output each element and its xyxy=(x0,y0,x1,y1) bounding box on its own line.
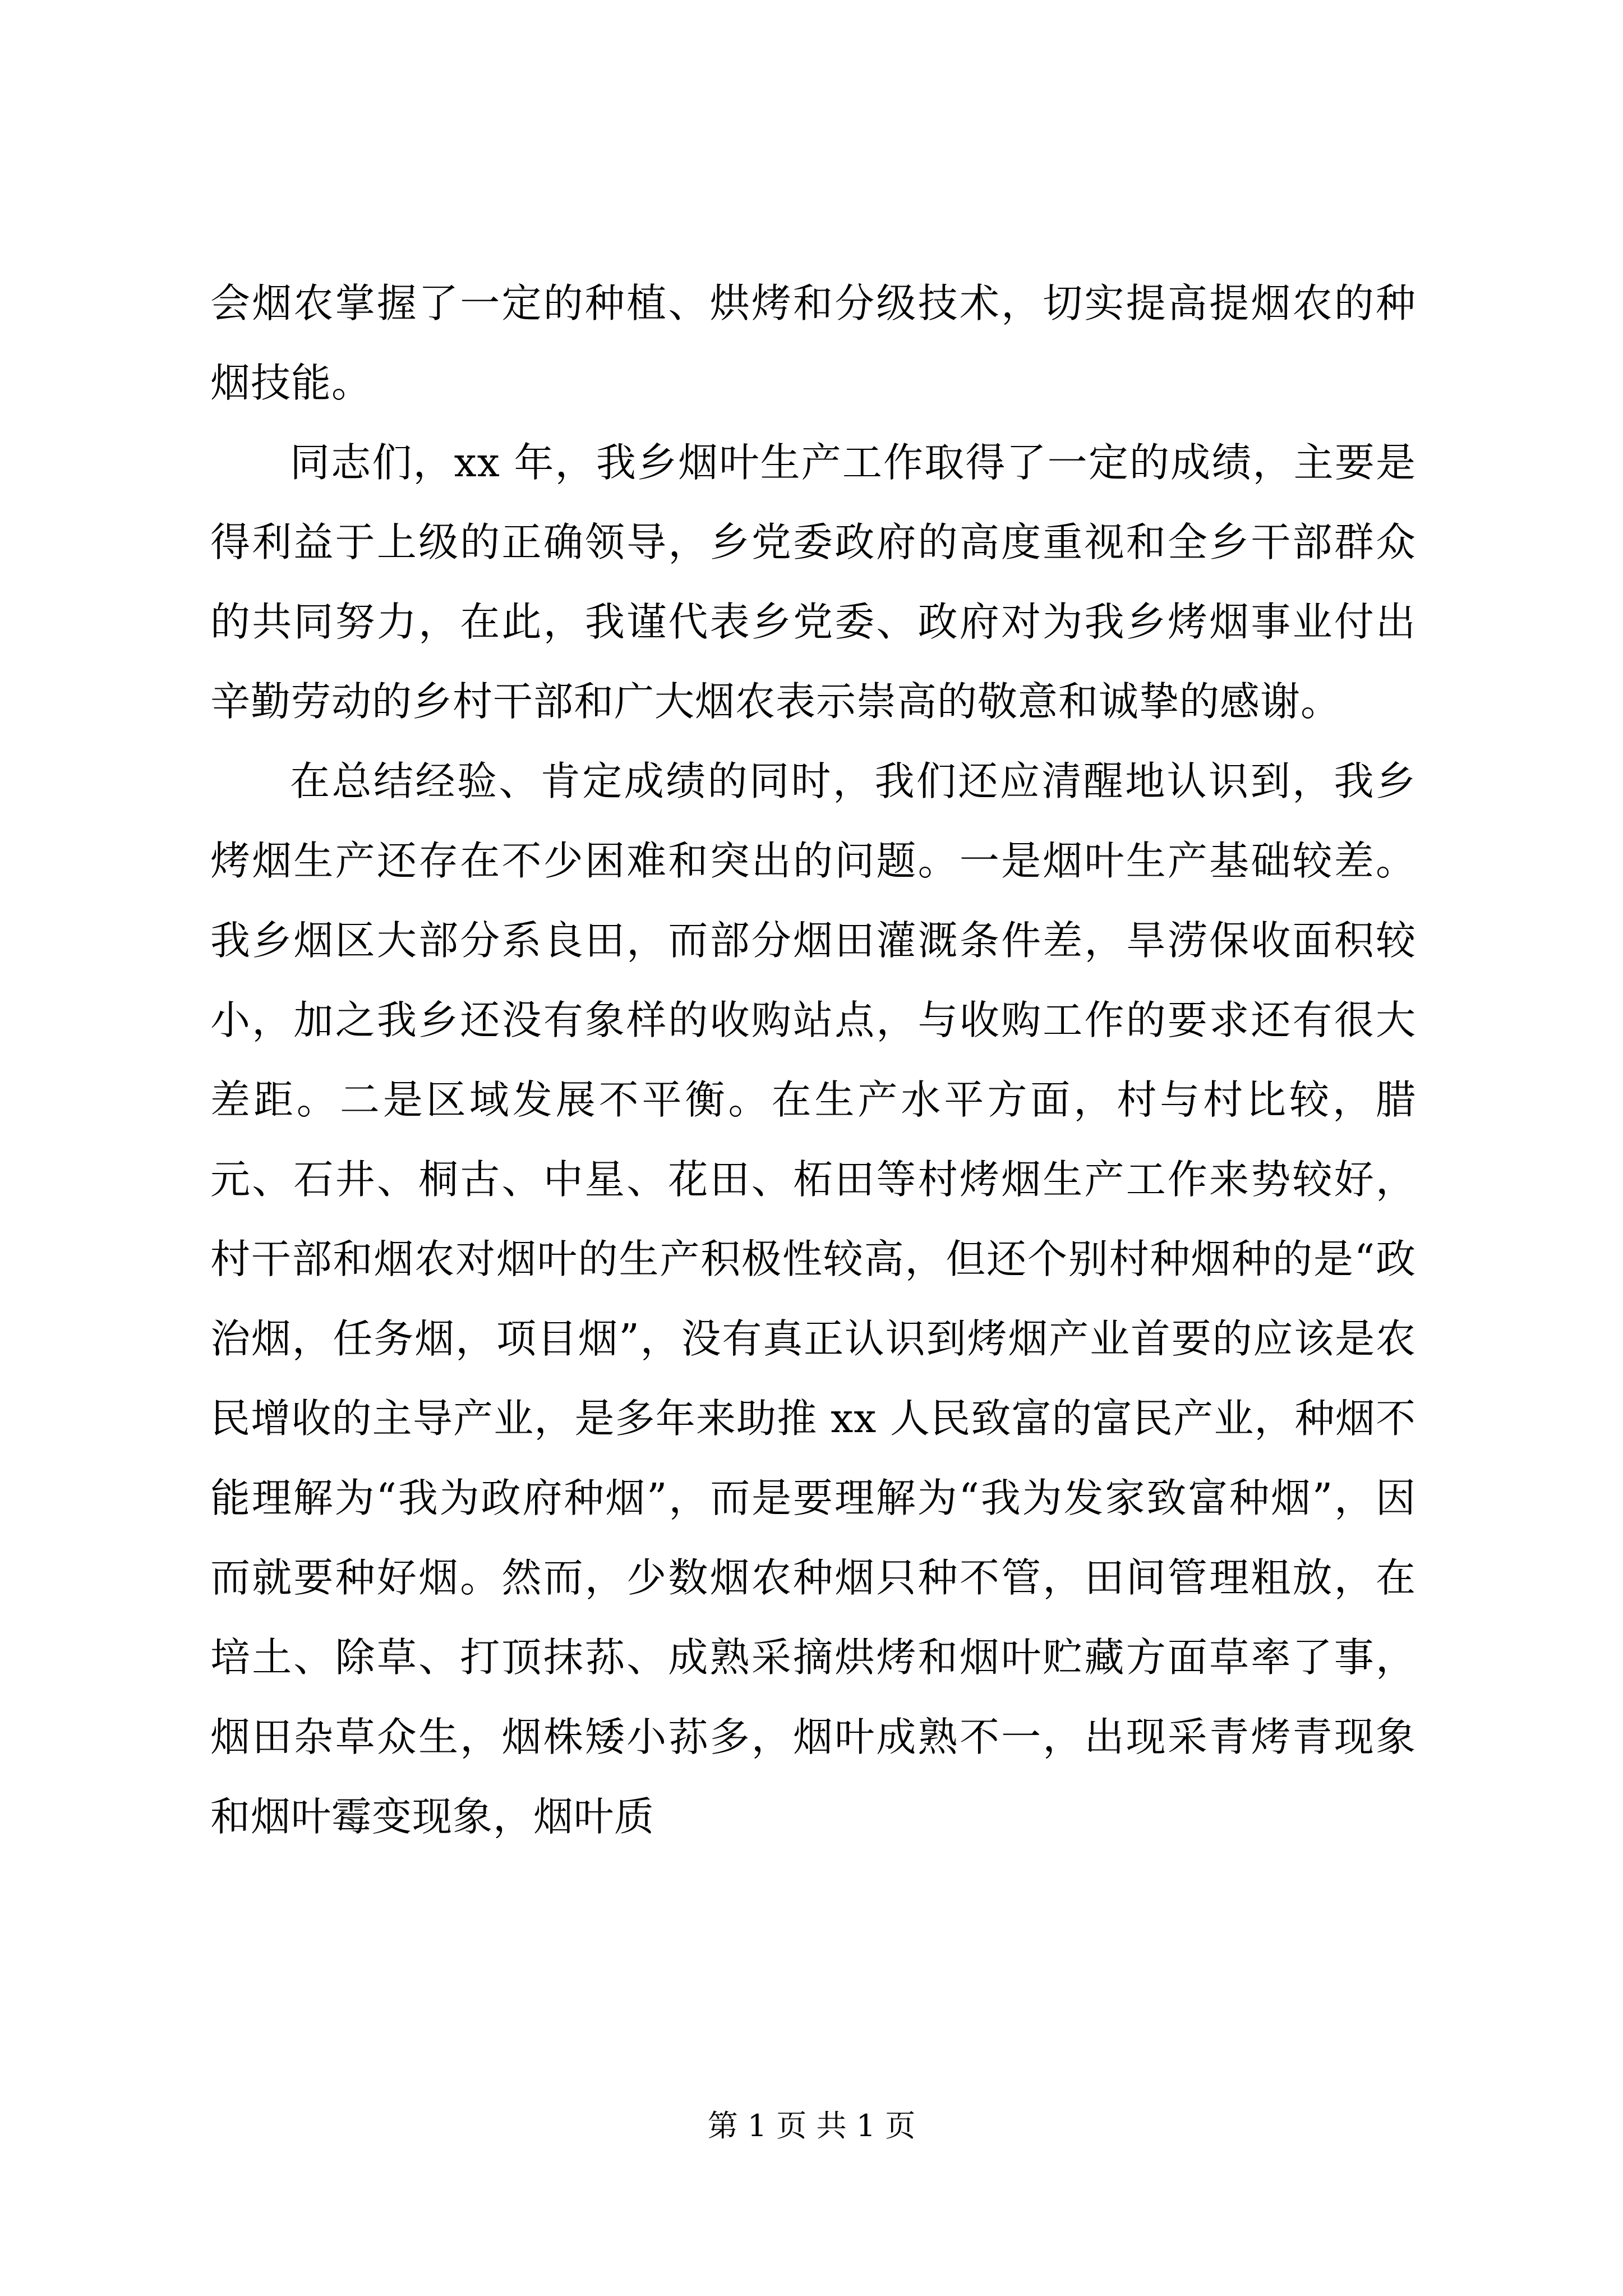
document-body xyxy=(210,264,1416,1857)
paragraph-2: 同志们，xx 年，我乡烟叶生产工作取得了一定的成绩，主要是得利益于上级的正确领导，乡党委政府的高度重视和全乡干部群众的共同努力，在此，我谨代表乡党委、政府对为我乡烤烟事业付出辛勤劳动的乡村干部和广大烟农表示崇高的敬意和诚挚的感谢。 xyxy=(210,439,1416,725)
paragraph-3: 在总结经验、肯定成绩的同时，我们还应清醒地认识到，我乡烤烟生产还存在不少困难和突出的问题。一是烟叶生产基础较差。我乡烟区大部分系良田，而部分烟田灌溉条件差，旱涝保收面积较小，加之我乡还没有象样的收购站点，与收购工作的要求还有很大差距。二是区域发展不平衡。在生产水平方面，村与村比较，腊元、石井、桐古、中星、花田、柘田等村烤烟生产工作来势较好，村干部和烟农对烟叶的生产积极性较高，但还个别村种烟种的是“政治烟，任务烟，项目烟”，没有真正认识到烤烟产业首要的应该是农民增收的主导产业，是多年来助推 xx 人民致富的富民产业，种烟不能理解为“我为政府种烟”，而是要理解为“我为发家致富种烟”，因而就要种好烟。然而，少数烟农种烟只种不管，田间管理粗放，在培土、除草、打顶抹荪、成熟采摘烘烤和烟叶贮藏方面草率了事，烟田杂草众生，烟株矮小荪多，烟叶成熟不一，出现采青烤青现象和烟叶霉变现象，烟叶质 xyxy=(210,758,1416,1840)
page-footer xyxy=(0,2106,1623,2146)
paragraph-1: 会烟农掌握了一定的种植、烘烤和分级技术，切实提高提烟农的种烟技能。 xyxy=(210,280,1416,406)
page-number-label: 第 1 页 共 1 页 xyxy=(707,2108,916,2143)
